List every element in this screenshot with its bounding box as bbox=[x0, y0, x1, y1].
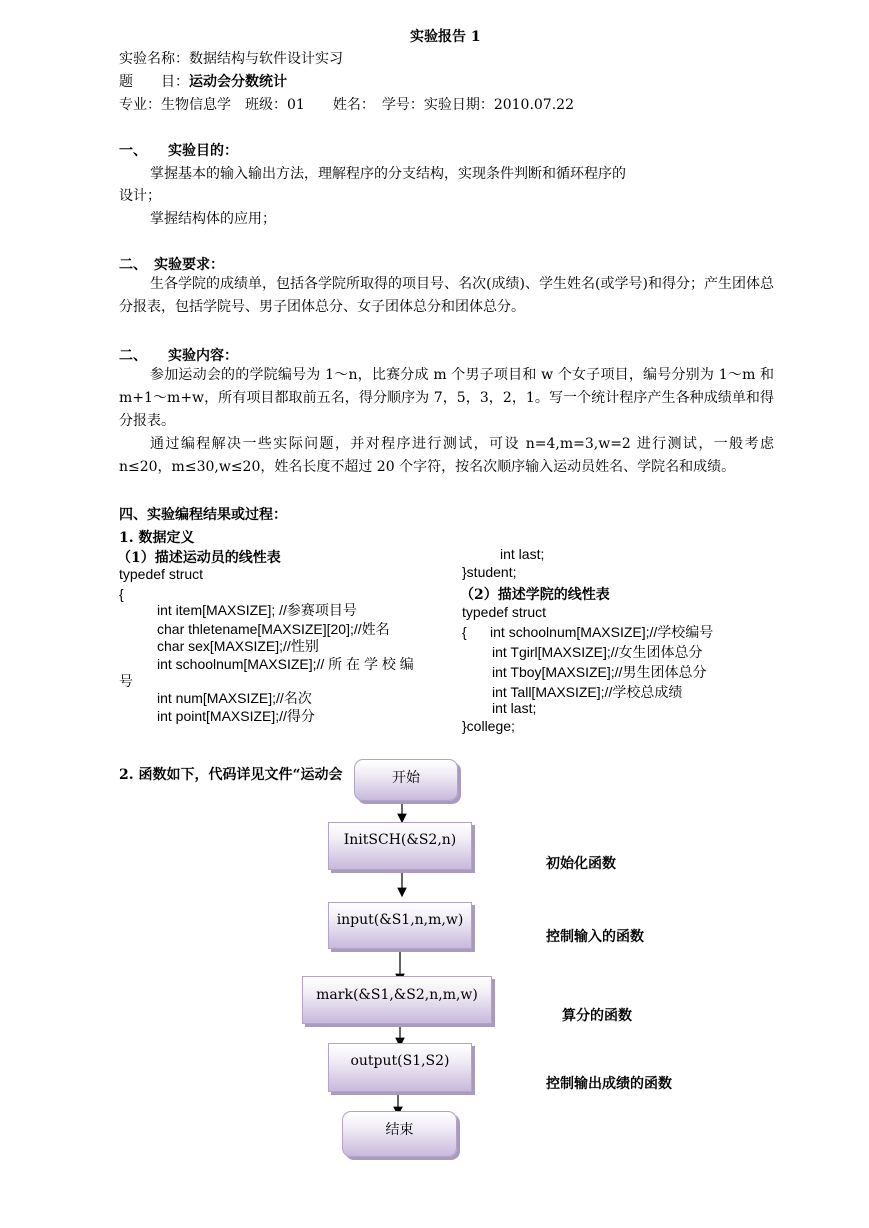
code-line: }college; bbox=[462, 718, 515, 734]
code-line: 号 bbox=[119, 673, 133, 689]
code-line: int Tall[MAXSIZE];//学校总成绩 bbox=[492, 684, 683, 700]
code-line: int num[MAXSIZE];//名次 bbox=[157, 690, 312, 706]
flow-output: output(S1,S2) bbox=[328, 1043, 472, 1092]
code-line: }student; bbox=[462, 564, 517, 580]
data-definition-title: 1. 数据定义 bbox=[119, 530, 195, 546]
code-line: int last; bbox=[500, 546, 545, 562]
code-line: typedef struct bbox=[462, 604, 547, 620]
section1-heading: 一、 实验目的： bbox=[119, 143, 238, 159]
label-init-function: 初始化函数 bbox=[546, 856, 616, 872]
label-input-function: 控制输入的函数 bbox=[546, 929, 644, 945]
code-line: int point[MAXSIZE];//得分 bbox=[157, 708, 315, 724]
section1-p2: 掌握结构体的应用； bbox=[150, 211, 276, 227]
code-line: int item[MAXSIZE]; //参赛项目号 bbox=[157, 602, 357, 618]
section3-paragraph2: 通过编程解决一些实际问题，并对程序进行测试，可设 n=4,m=3,w=2 进行测试，一般考虑 n≤20，m≤30,w≤20，姓名长度不超过 20 个字符，按名次顺序输入运动员姓名、学院名和成绩。 bbox=[119, 436, 774, 475]
functions-title: 2. 函数如下，代码详见文件“运动会 bbox=[119, 767, 343, 783]
flow-input: input(&S1,n,m,w) bbox=[328, 902, 472, 949]
college-list-title: （2）描述学院的线性表 bbox=[460, 587, 610, 603]
section1-p1b: 设计； bbox=[119, 188, 161, 204]
code-line: int last; bbox=[492, 700, 537, 716]
code-line: typedef struct bbox=[119, 566, 204, 582]
flow-mark: mark(&S1,&S2,n,m,w) bbox=[302, 976, 492, 1024]
experiment-name: 实验名称：数据结构与软件设计实习 bbox=[119, 51, 343, 67]
label-mark-function: 算分的函数 bbox=[562, 1008, 632, 1024]
code-line: { bbox=[119, 586, 124, 602]
code-line: { int schoolnum[MAXSIZE];//学校编号 bbox=[462, 624, 714, 640]
flow-initsch: InitSCH(&S2,n) bbox=[328, 822, 472, 870]
code-line: int Tboy[MAXSIZE];//男生团体总分 bbox=[492, 664, 707, 680]
code-line: char thletename[MAXSIZE][20];//姓名 bbox=[157, 621, 390, 637]
info-line: 专业：生物信息学 班级：01 姓名： 学号：实验日期：2010.07.22 bbox=[119, 97, 574, 113]
section3-heading: 二、 实验内容： bbox=[119, 348, 238, 364]
athlete-list-title: （1）描述运动员的线性表 bbox=[117, 550, 281, 566]
topic-value: 运动会分数统计 bbox=[189, 74, 287, 90]
section4-heading: 四、实验编程结果或过程： bbox=[119, 507, 287, 523]
section2-paragraph: 生各学院的成绩单，包括各学院所取得的项目号、名次(成绩)、学生姓名(或学号)和得分；产生团体总分报表，包括学院号、男子团体总分、女子团体总分和团体总分。 bbox=[119, 276, 774, 315]
label-output-function: 控制输出成绩的函数 bbox=[546, 1076, 672, 1092]
code-line: char sex[MAXSIZE];//性别 bbox=[157, 638, 319, 654]
section2-heading: 二、 实验要求： bbox=[119, 257, 224, 273]
topic-label: 题 目： bbox=[119, 74, 189, 90]
flow-start: 开始 bbox=[354, 759, 458, 801]
report-title: 实验报告 1 bbox=[410, 29, 481, 45]
flow-end: 结束 bbox=[342, 1111, 457, 1157]
code-line: int schoolnum[MAXSIZE];// 所 在 学 校 编 bbox=[157, 656, 414, 672]
code-line: int Tgirl[MAXSIZE];//女生团体总分 bbox=[492, 644, 703, 660]
section3-paragraph1: 参加运动会的的学院编号为 1～n，比赛分成 m 个男子项目和 w 个女子项目，编号分别为 1～m 和 m+1～m+w，所有项目都取前五名，得分顺序为 7，5，3，2，1。写一个统计程序产生各种成绩单和得分报表。 bbox=[119, 367, 774, 429]
section1-p1a: 掌握基本的输入输出方法，理解程序的分支结构，实现条件判断和循环程序的 bbox=[150, 166, 626, 182]
